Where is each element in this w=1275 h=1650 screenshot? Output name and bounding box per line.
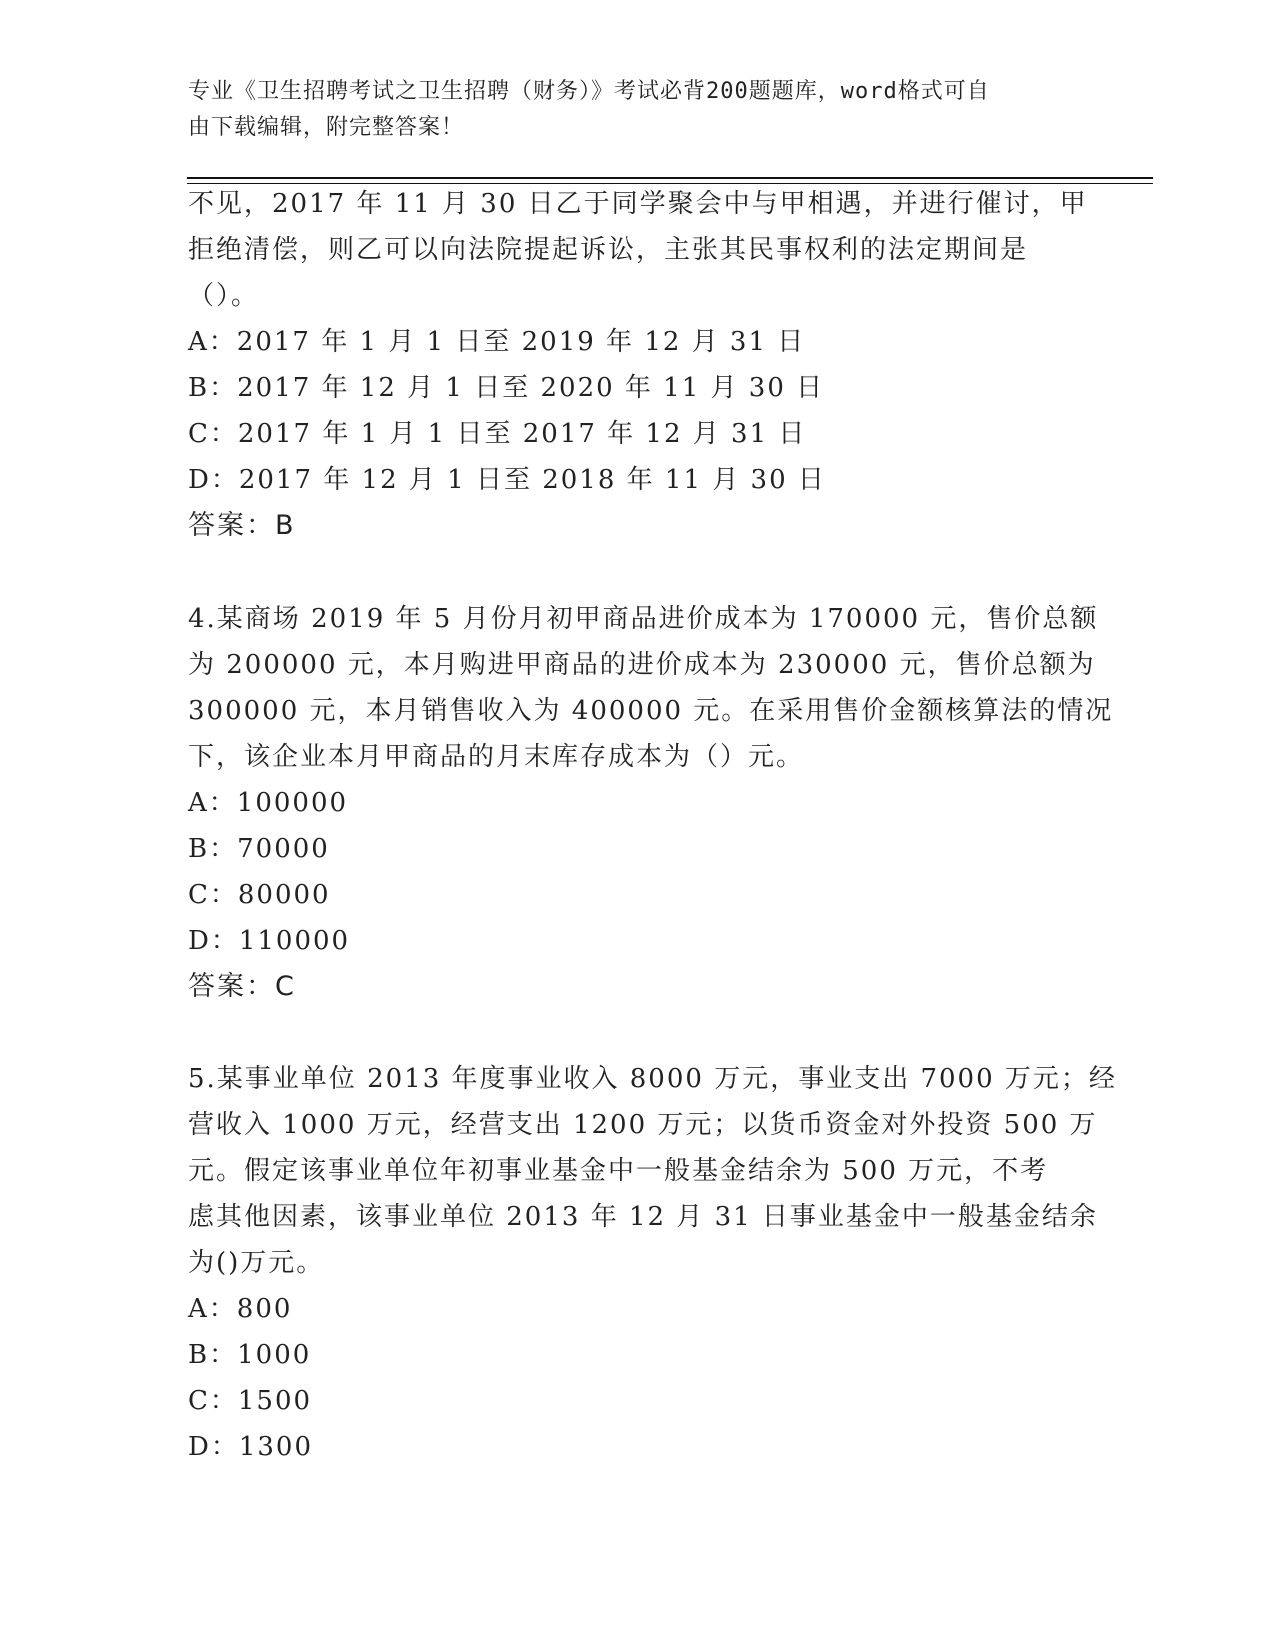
option-d: D：110000 <box>188 926 351 956</box>
question-text-line: 4.某商场 2019 年 5 月份月初甲商品进价成本为 170000 元，售价总额 <box>188 604 1099 634</box>
option-c: C：80000 <box>188 880 331 910</box>
option-a: A：2017 年 1 月 1 日至 2019 年 12 月 31 日 <box>188 327 806 357</box>
option-a: A：800 <box>188 1294 293 1324</box>
option-d: D：2017 年 12 月 1 日至 2018 年 11 月 30 日 <box>188 465 826 495</box>
question-text-line: 下，该企业本月甲商品的月末库存成本为（）元。 <box>188 742 805 772</box>
question-text-line: 5.某事业单位 2013 年度事业收入 8000 万元，事业支出 7000 万元；经 <box>188 1064 1117 1094</box>
question-text-line: 不见，2017 年 11 月 30 日乙于同学聚会中与甲相遇，并进行催讨，甲 <box>188 189 1088 219</box>
header-line-1: 专业《卫生招聘考试之卫生招聘（财务）》考试必背200题题库，word格式可自 <box>188 79 990 104</box>
question-3 <box>188 181 1088 549</box>
question-text-line: 拒绝清偿，则乙可以向法院提起诉讼，主张其民事权利的法定期间是 <box>188 235 1029 265</box>
question-text-line: 元。假定该事业单位年初事业基金中一般基金结余为 500 万元，不考 <box>188 1156 1049 1186</box>
header-divider-thick <box>187 177 1153 179</box>
question-text-line: 营收入 1000 万元，经营支出 1200 万元；以货币资金对外投资 500 万 <box>188 1110 1098 1140</box>
option-d: D：1300 <box>188 1432 314 1462</box>
question-text-line: 300000 元，本月销售收入为 400000 元。在采用售价金额核算法的情况 <box>188 696 1114 726</box>
question-text-line: 为 200000 元，本月购进甲商品的进价成本为 230000 元，售价总额为 <box>188 650 1096 680</box>
option-b: B：1000 <box>188 1340 312 1370</box>
question-4 <box>188 596 1114 1010</box>
option-b: B：70000 <box>188 834 330 864</box>
option-a: A：100000 <box>188 788 349 818</box>
answer: 答案：C <box>188 971 296 1002</box>
question-5 <box>188 1056 1117 1470</box>
option-c: C：1500 <box>188 1386 313 1416</box>
option-c: C：2017 年 1 月 1 日至 2017 年 12 月 31 日 <box>188 419 807 449</box>
question-text-line: 虑其他因素，该事业单位 2013 年 12 月 31 日事业基金中一般基金结余 <box>188 1202 1098 1232</box>
document-header <box>188 74 1068 146</box>
answer: 答案：B <box>188 510 296 541</box>
option-b: B：2017 年 12 月 1 日至 2020 年 11 月 30 日 <box>188 373 825 403</box>
question-text-line: 为()万元。 <box>188 1248 325 1278</box>
question-text-line: （）。 <box>188 281 260 311</box>
header-line-2: 由下载编辑，附完整答案！ <box>188 115 465 140</box>
